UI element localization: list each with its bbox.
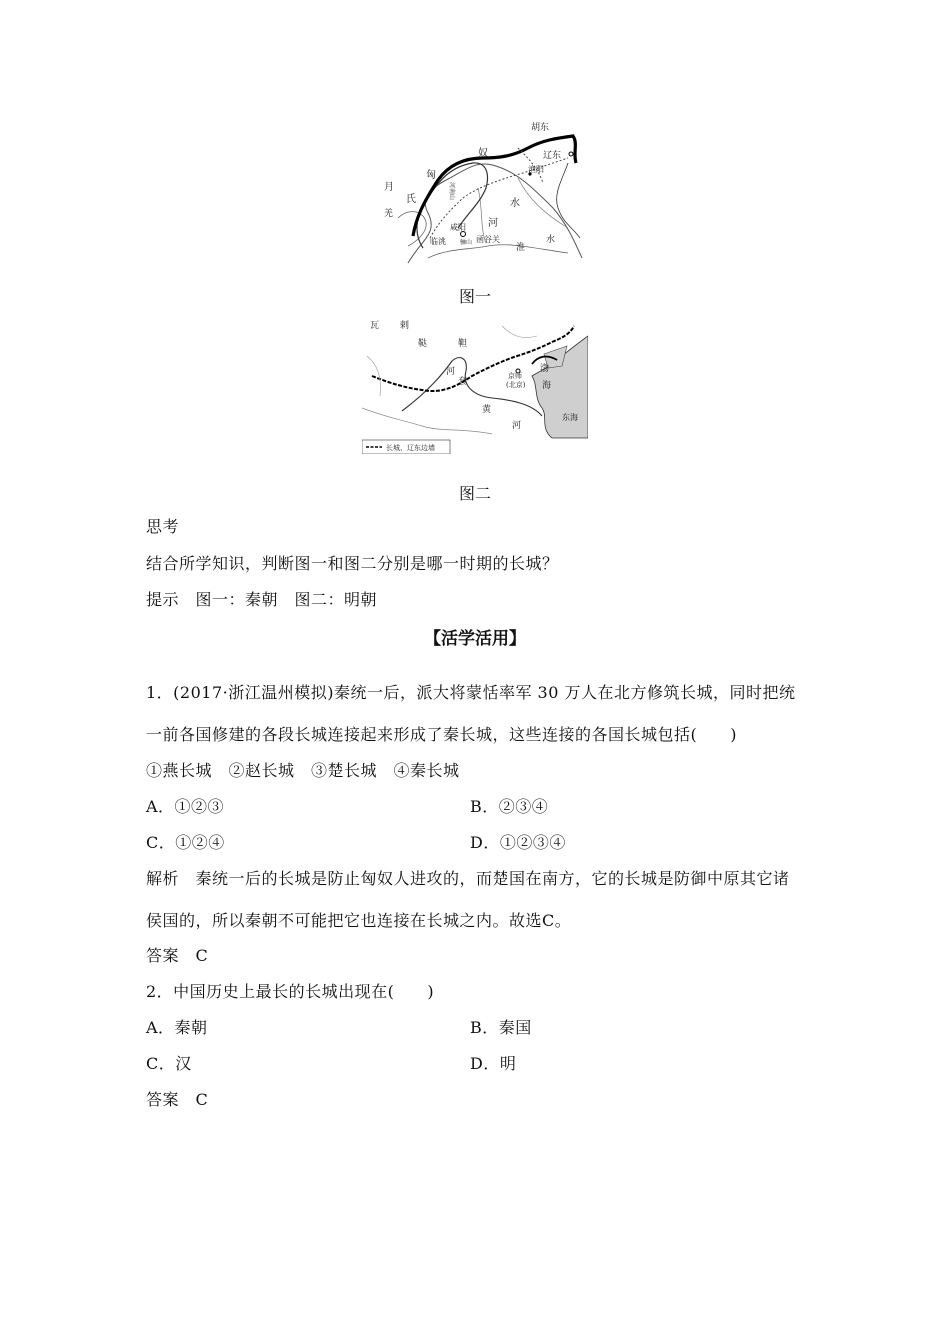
label-xian: 匈 [426, 170, 436, 181]
label-wa: 瓦 [370, 321, 380, 331]
label-lintao: 临洮 [430, 237, 446, 246]
q1-analysis-line1: 解析 秦统一后的长城是防止匈奴人进攻的，而楚国在南方，它的长城是防御中原其它诸 [146, 869, 790, 888]
label-hudong: 胡东 [531, 123, 550, 133]
think-title: 思考 [146, 517, 180, 536]
label-donghai: 东海 [562, 413, 578, 422]
q1-option-c: C．①②④ [146, 833, 225, 852]
label-yuyang: 渔阳 [528, 165, 544, 174]
label-he2: 河 [512, 421, 522, 431]
label-xianyang: 咸阳 [450, 223, 466, 232]
q2-stem: 2．中国历史上最长的长城出现在( ) [146, 982, 435, 1001]
figure2-map [362, 316, 588, 454]
label-huai: 淮 [516, 243, 526, 253]
label-he: 河 [488, 218, 498, 229]
label-qiang: 羌 [384, 209, 394, 219]
label-yue: 月 [384, 182, 394, 193]
figure1-caption: 图一 [459, 287, 492, 306]
label-he: 河 [446, 367, 456, 377]
q1-stem-line1: 1．(2017·浙江温州模拟)秦统一后，派大将蒙恬率军 30 万人在北方修筑长城，同时把统 [146, 683, 796, 702]
q2-answer: 答案 C [146, 1090, 209, 1109]
q2-option-d: D．明 [470, 1054, 517, 1073]
label-hanguguan: 函谷关 [476, 235, 500, 244]
label-jingshi: 京师 [508, 372, 522, 380]
label-da: 鞑 [418, 339, 428, 349]
figure1-map-svg [368, 118, 584, 264]
think-hint: 提示 图一：秦朝 图二：明朝 [146, 590, 378, 609]
label-huang: 黄 [482, 405, 492, 415]
label-tao: 套 [458, 377, 468, 387]
label-lishan: 骊山 [460, 239, 473, 246]
label-beijing: (北京) [506, 381, 526, 389]
q2-option-a: A．秦朝 [146, 1018, 208, 1037]
label-xiong: 奴 [478, 148, 488, 159]
q1-option-d: D．①②③④ [470, 833, 566, 852]
legend-label: 长城、辽东边墙 [386, 444, 435, 452]
label-la: 剌 [400, 321, 410, 331]
label-hai: 海 [542, 381, 552, 391]
label-shui: 水 [510, 198, 520, 209]
think-question: 结合所学知识，判断图一和图二分别是哪一时期的长城？ [146, 554, 559, 573]
q1-answer: 答案 C [146, 946, 209, 965]
q1-analysis-line2: 侯国的，所以秦朝不可能把它也连接在长城之内。故选C。 [146, 911, 572, 930]
q1-option-b: B．②③④ [470, 797, 549, 816]
figure2-caption: 图二 [459, 484, 492, 503]
section-title: 【活学活用】 [424, 629, 526, 649]
figure2-map-svg [362, 316, 588, 454]
label-henanshan: 河南山 [448, 182, 455, 201]
q1-items: ①燕长城 ②赵长城 ③楚长城 ④秦长城 [146, 761, 460, 780]
q2-option-c: C．汉 [146, 1054, 192, 1073]
label-shui2: 水 [546, 235, 556, 245]
label-shi: 氏 [406, 194, 416, 205]
label-dan: 靼 [458, 339, 468, 349]
label-bo: 渤 [540, 364, 550, 374]
label-liaodong: 辽东 [543, 151, 562, 161]
figure1-map [368, 118, 584, 264]
q2-option-b: B．秦国 [470, 1018, 532, 1037]
q1-option-a: A．①②③ [146, 797, 225, 816]
q1-stem-line2: 一前各国修建的各段长城连接起来形成了秦长城，这些连接的各国长城包括( ) [146, 725, 737, 744]
